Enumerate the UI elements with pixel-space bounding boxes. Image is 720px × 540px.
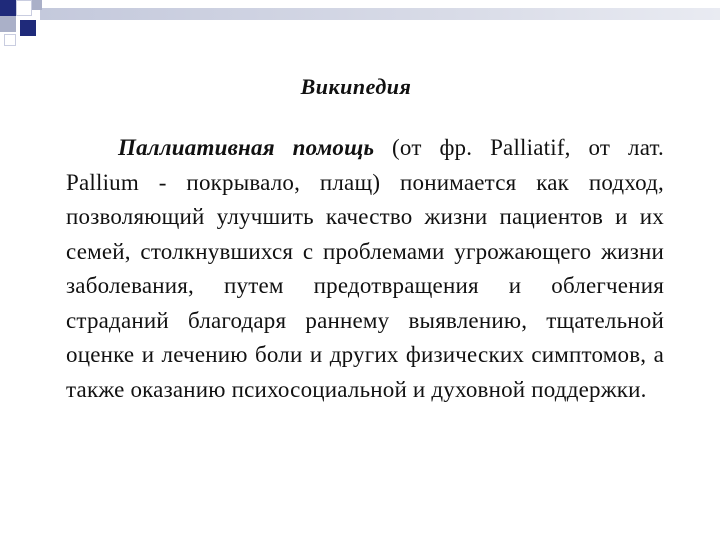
- definition-term: Паллиативная помощь: [118, 135, 375, 160]
- decor-square-white: [16, 0, 32, 16]
- slide-title: [0, 74, 720, 100]
- decor-square-light: [0, 16, 16, 32]
- slide-title-text: Википедия: [300, 74, 412, 99]
- definition-text: (от фр. Palliatif, от лат. Pallium - покрывало, плащ) понимается как подход, позволяющий улучшить качество жизни пациентов и их семей, столкнувшихся с проблемами угрожающего жизни заболевания, путем предотвращения и облегчения страданий благодаря раннему выявлению, тщательной оценке и лечению боли и других физических симптомов, а также оказанию психосоциальной и духовной поддержки.: [66, 135, 664, 402]
- decor-square-white: [4, 34, 16, 46]
- definition-paragraph: [66, 131, 664, 407]
- decor-square-dark: [0, 0, 16, 16]
- decor-square-light: [32, 0, 42, 10]
- top-decorative-bar: [40, 8, 720, 20]
- decor-square-dark: [20, 20, 36, 36]
- slide-corner-decoration: [0, 0, 720, 40]
